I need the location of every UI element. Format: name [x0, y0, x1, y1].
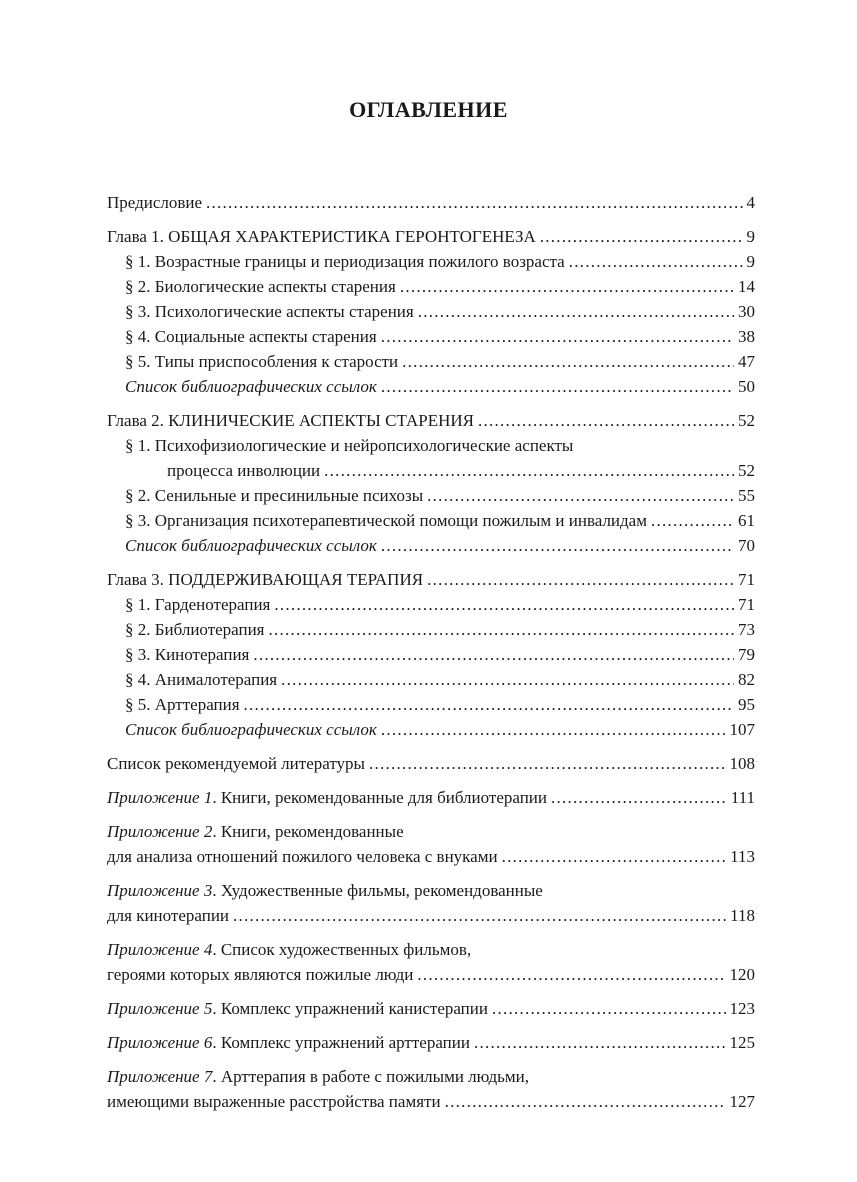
references-title: Список библиографических ссылок [125, 536, 377, 555]
dot-leader [445, 1089, 726, 1114]
section-title-line-2: процесса инволюции [167, 461, 321, 480]
chapter-title: Глава 2. КЛИНИЧЕСКИЕ АСПЕКТЫ СТАРЕНИЯ [107, 411, 475, 430]
page-number: 107 [729, 720, 755, 739]
dot-leader [324, 458, 734, 483]
section-title: § 3. Психологические аспекты старения [125, 302, 414, 321]
toc-section [107, 617, 755, 642]
toc-appendix-7-line-1 [107, 1064, 755, 1089]
chapter-title: Глава 3. ПОДДЕРЖИВАЮЩАЯ ТЕРАПИЯ [107, 570, 424, 589]
dot-leader [274, 592, 734, 617]
section-title: § 5. Типы приспособления к старости [125, 352, 399, 371]
page-number: 61 [738, 511, 755, 530]
section-title: § 2. Сенильные и пресинильные психозы [125, 486, 424, 505]
appendix-title-line-2: имеющими выраженные расстройства памяти [107, 1092, 441, 1111]
page-number: 79 [738, 645, 755, 664]
section-title: § 2. Библиотерапия [125, 620, 265, 639]
toc-entry-preface [107, 190, 755, 215]
dot-leader [233, 903, 726, 928]
toc-section [107, 508, 755, 533]
toc-references [107, 533, 755, 558]
dot-leader [474, 1030, 726, 1055]
section-title: § 2. Биологические аспекты старения [125, 277, 396, 296]
dot-leader [427, 483, 734, 508]
toc-section [107, 483, 755, 508]
dot-leader [402, 349, 734, 374]
dot-leader [381, 374, 734, 399]
page-number: 118 [730, 906, 755, 925]
references-title: Список библиографических ссылок [125, 377, 377, 396]
dot-leader [269, 617, 734, 642]
toc-appendix-4-line-2 [107, 962, 755, 987]
page-number: 4 [746, 193, 755, 212]
dot-leader [551, 785, 727, 810]
toc-appendix-4-line-1 [107, 937, 755, 962]
page-number: 30 [738, 302, 755, 321]
page-number: 47 [738, 352, 755, 371]
toc-section [107, 324, 755, 349]
appendix-title-line-1: . Книги, рекомендованные [212, 822, 404, 841]
toc-section [107, 692, 755, 717]
page-number: 71 [738, 595, 755, 614]
dot-leader [651, 508, 734, 533]
section-title: § 5. Арттерапия [125, 695, 240, 714]
page-title: ОГЛАВЛЕНИЕ [349, 97, 508, 122]
appendix-label: Приложение 1 [107, 788, 213, 807]
appendix-title-line-1: . Арттерапия в работе с пожилыми людьми, [212, 1067, 530, 1086]
toc-appendix-2-line-1 [107, 819, 755, 844]
toc-section [107, 642, 755, 667]
dot-leader [381, 533, 734, 558]
dot-leader [400, 274, 734, 299]
toc-section [107, 249, 755, 274]
section-title: § 3. Организация психотерапевтической помощи пожилым и инвалидам [125, 511, 647, 530]
section-title: § 1. Гарденотерапия [125, 595, 271, 614]
section-title-line-1: § 1. Психофизиологические и нейропсихологические аспекты [125, 436, 574, 455]
toc-section [107, 299, 755, 324]
toc-appendix-7-line-2 [107, 1089, 755, 1114]
page-number: 52 [738, 411, 755, 430]
page-number: 113 [730, 847, 755, 866]
page-number: 108 [729, 754, 755, 773]
section-title: § 1. Возрастные границы и периодизация пожилого возраста [125, 252, 565, 271]
dot-leader [381, 324, 734, 349]
table-of-contents [107, 190, 755, 1114]
toc-chapter-3 [107, 567, 755, 592]
appendix-label: Приложение 7 [107, 1067, 213, 1086]
toc-recommended-literature [107, 751, 755, 776]
toc-appendix-2-line-2 [107, 844, 755, 869]
toc-appendix-3-line-1 [107, 878, 755, 903]
page-number: 95 [738, 695, 755, 714]
dot-leader [540, 224, 743, 249]
page-number: 55 [738, 486, 755, 505]
toc-section [107, 458, 755, 483]
appendix-label: Приложение 2 [107, 822, 213, 841]
appendix-label: Приложение 3 [107, 881, 213, 900]
page-number: 38 [738, 327, 755, 346]
references-title: Список библиографических ссылок [125, 720, 377, 739]
page-number: 73 [738, 620, 755, 639]
dot-leader [369, 751, 726, 776]
toc-section [107, 592, 755, 617]
toc-references [107, 374, 755, 399]
section-title: § 3. Кинотерапия [125, 645, 250, 664]
entry-title: Список рекомендуемой литературы [107, 754, 365, 773]
dot-leader [418, 299, 734, 324]
toc-appendix-5 [107, 996, 755, 1021]
dot-leader [281, 667, 734, 692]
appendix-title-line-1: . Список художественных фильмов, [212, 940, 472, 959]
page-number: 127 [729, 1092, 755, 1111]
appendix-label: Приложение 4 [107, 940, 213, 959]
dot-leader [427, 567, 734, 592]
page-number: 71 [738, 570, 755, 589]
appendix-title-line-1: . Художественные фильмы, рекомендованные [212, 881, 543, 900]
toc-chapter-2 [107, 408, 755, 433]
toc-section [107, 274, 755, 299]
toc-appendix-1 [107, 785, 755, 810]
dot-leader [502, 844, 727, 869]
page-number: 123 [729, 999, 755, 1018]
dot-leader [492, 996, 726, 1021]
toc-section [107, 349, 755, 374]
dot-leader [478, 408, 734, 433]
dot-leader [253, 642, 734, 667]
appendix-title: . Комплекс упражнений арттерапии [212, 1033, 470, 1052]
toc-appendix-6 [107, 1030, 755, 1055]
appendix-title: . Книги, рекомендованные для библиотерапии [212, 788, 547, 807]
toc-references [107, 717, 755, 742]
appendix-title-line-2: для кинотерапии [107, 906, 230, 925]
page-number: 70 [738, 536, 755, 555]
page-number: 52 [738, 461, 755, 480]
page-number: 9 [746, 227, 755, 246]
toc-entry-text: Предисловие [107, 193, 203, 212]
toc-section [107, 667, 755, 692]
dot-leader [417, 962, 725, 987]
page-number: 14 [738, 277, 755, 296]
toc-appendix-3-line-2 [107, 903, 755, 928]
appendix-title-line-2: героями которых являются пожилые люди [107, 965, 414, 984]
appendix-title: . Комплекс упражнений канистерапии [212, 999, 488, 1018]
page-number: 50 [738, 377, 755, 396]
dot-leader [206, 190, 742, 215]
section-title: § 4. Анималотерапия [125, 670, 278, 689]
page-number: 125 [729, 1033, 755, 1052]
page-number: 120 [729, 965, 755, 984]
appendix-label: Приложение 6 [107, 1033, 213, 1052]
appendix-label: Приложение 5 [107, 999, 213, 1018]
page-number: 82 [738, 670, 755, 689]
section-title: § 4. Социальные аспекты старения [125, 327, 377, 346]
page-number: 111 [730, 788, 755, 807]
appendix-title-line-2: для анализа отношений пожилого человека с внуками [107, 847, 498, 866]
dot-leader [381, 717, 726, 742]
chapter-title: Глава 1. ОБЩАЯ ХАРАКТЕРИСТИКА ГЕРОНТОГЕНЕЗА [107, 227, 536, 246]
toc-chapter-1 [107, 224, 755, 249]
dot-leader [244, 692, 734, 717]
page-number: 9 [746, 252, 755, 271]
dot-leader [569, 249, 743, 274]
